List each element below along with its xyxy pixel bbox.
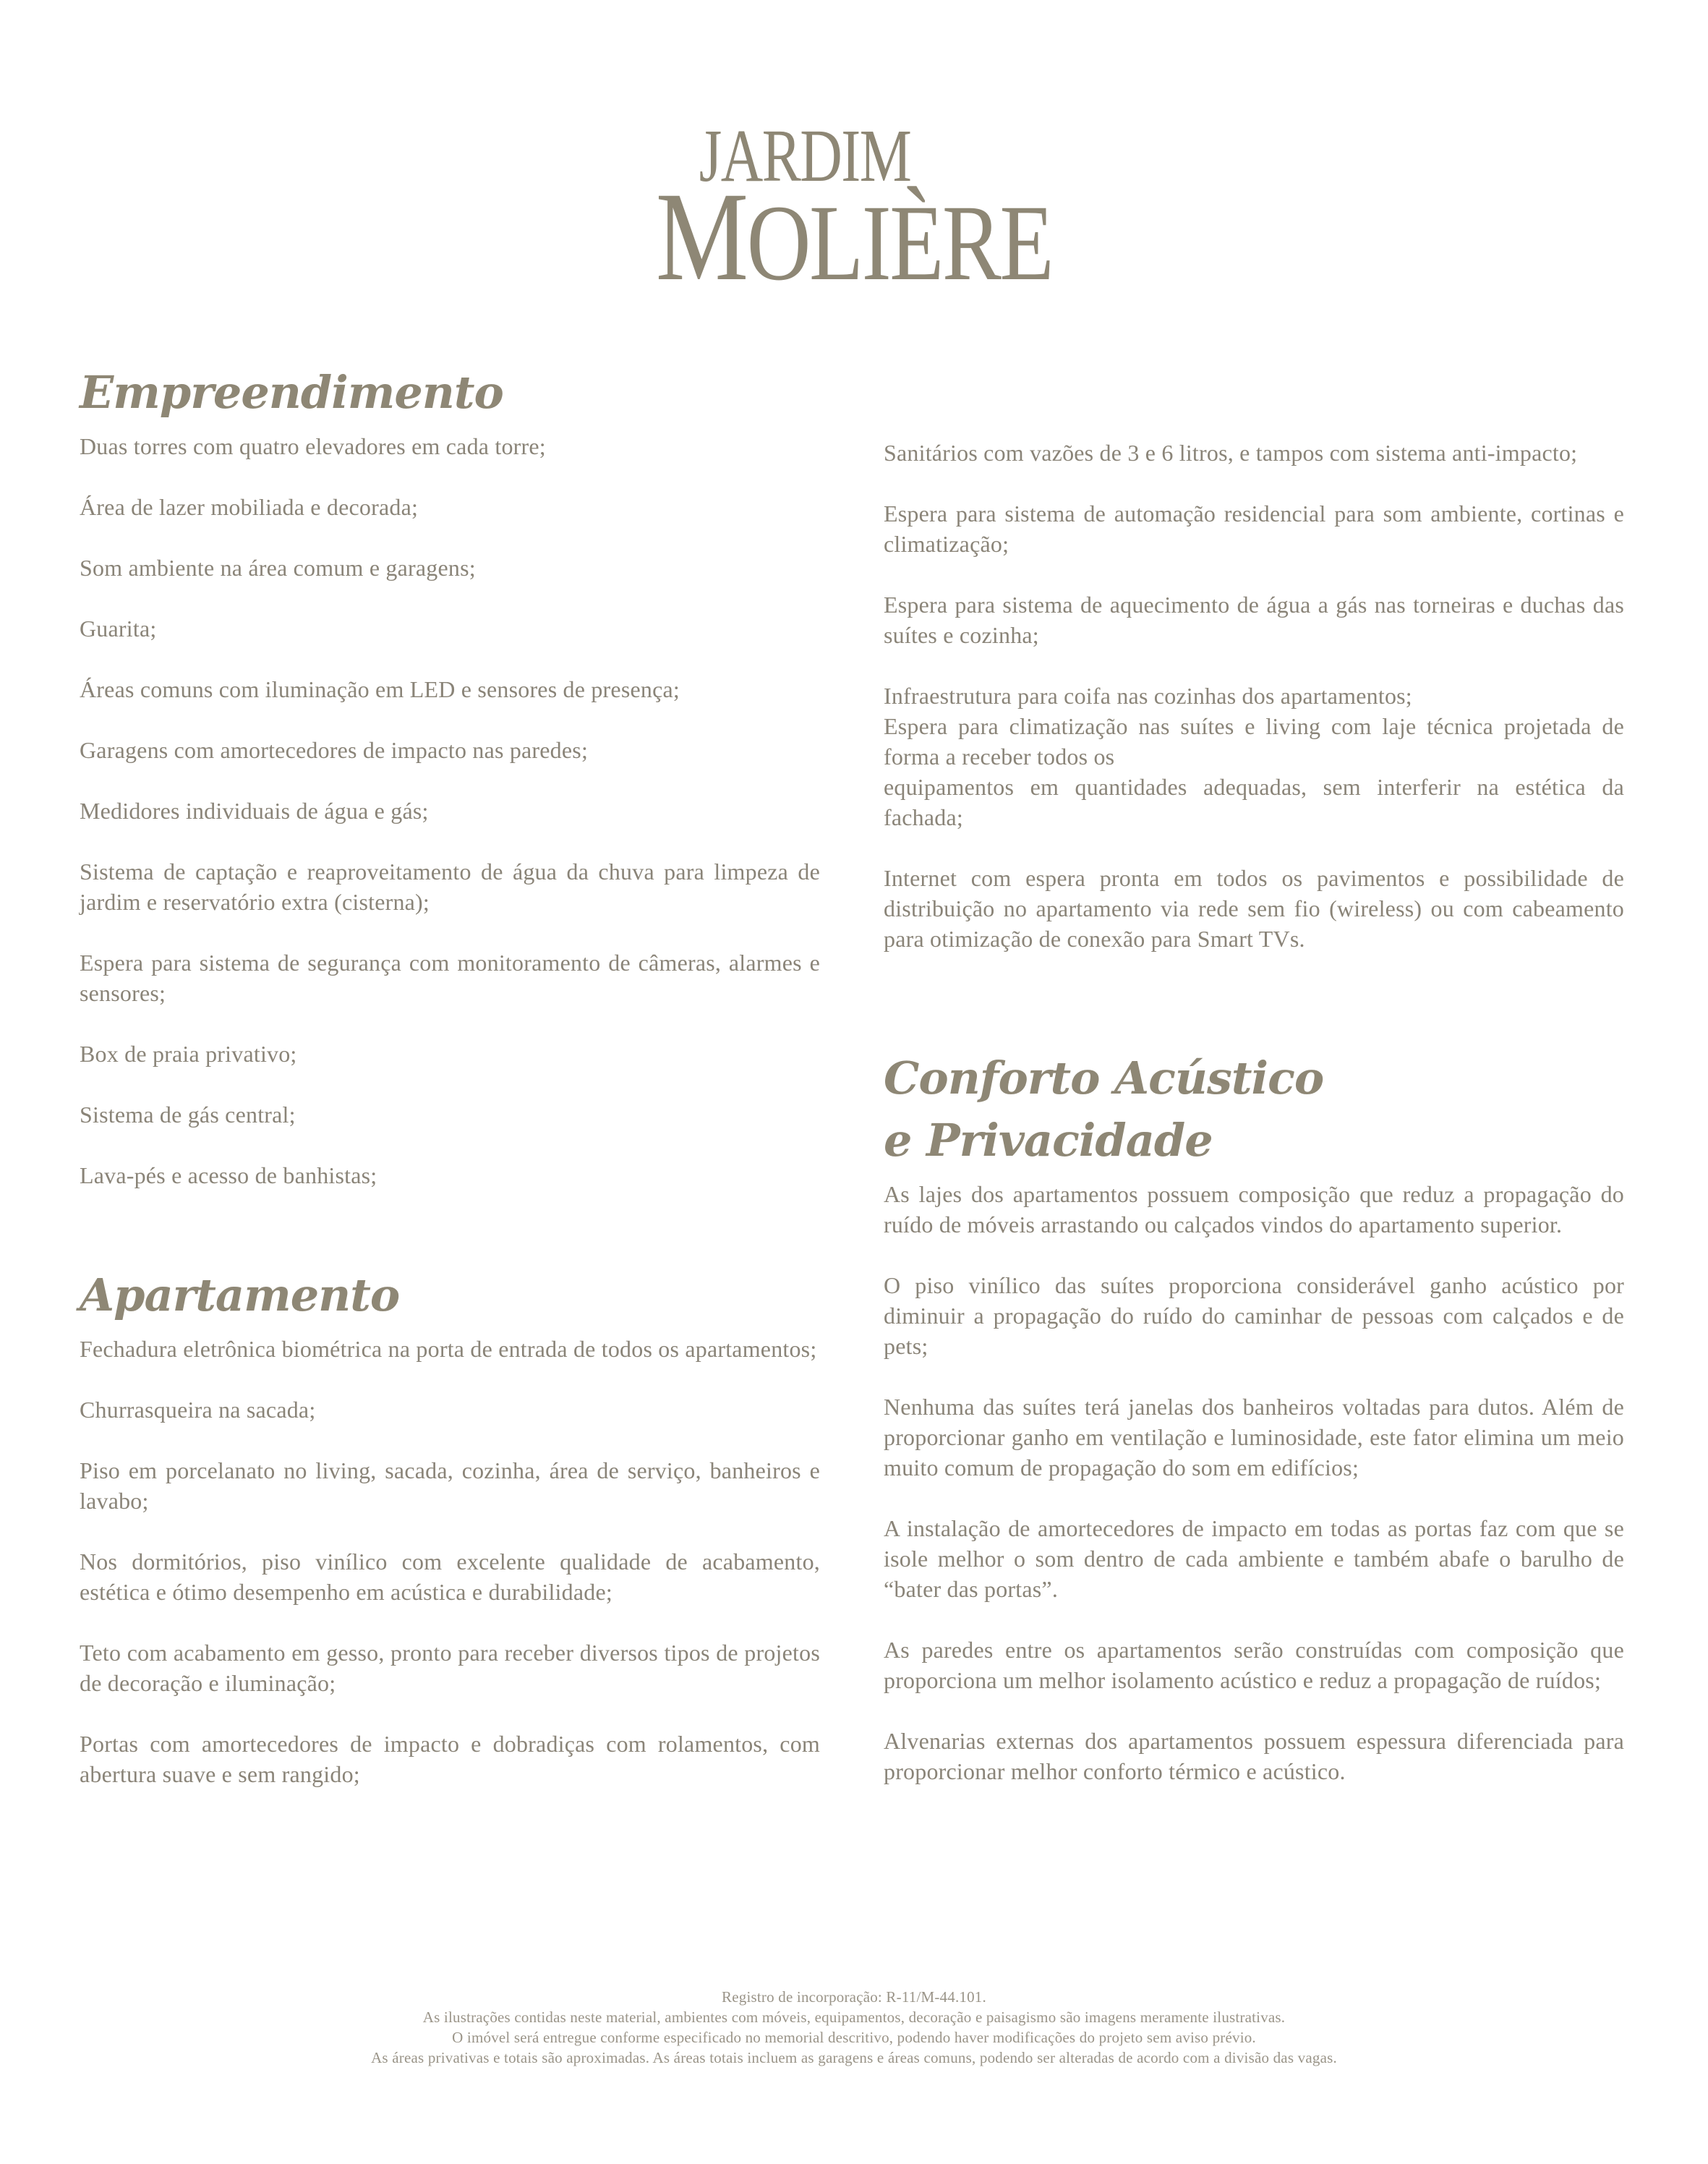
list-item: Sistema de gás central; [80, 1102, 296, 1128]
list-item: Espera para sistema de aquecimento de água a gás nas torneiras e duchas das suítes e cozinha; [884, 592, 1624, 648]
section-title-conforto-line2: e Privacidade [884, 1114, 1213, 1167]
brand-logo [0, 114, 1708, 307]
section-title-empreendimento: Empreendimento [80, 366, 503, 419]
list-item: Lava-pés e acesso de banhistas; [80, 1162, 377, 1188]
list-item: Medidores individuais de água e gás; [80, 798, 429, 824]
list-item: Espera para sistema de segurança com monitoramento de câmeras, alarmes e sensores; [80, 950, 820, 1006]
logo-line-moliere [154, 166, 1555, 307]
list-item: Internet com espera pronta em todos os pavimentos e possibilidade de distribuição no apartamento via rede sem fio (wireless) ou com cabeamento para otimização de conexão para Smart TVs. [884, 865, 1624, 952]
list-item: Nenhuma das suítes terá janelas dos banheiros voltadas para dutos. Além de proporcionar ganho em ventilação e luminosidade, este fator elimina um meio muito comum de propagação do som em edifícios; [884, 1394, 1624, 1481]
list-item: Área de lazer mobiliada e decorada; [80, 494, 419, 520]
list-item: Espera para sistema de automação residencial para som ambiente, cortinas e climatização; [884, 500, 1624, 557]
list-item: Churrasqueira na sacada; [80, 1397, 316, 1423]
section-title-apartamento: Apartamento [80, 1269, 400, 1321]
list-item: Sanitários com vazões de 3 e 6 litros, e tampos com sistema anti-impacto; [884, 440, 1578, 466]
list-item: Nos dormitórios, piso vinílico com excelente qualidade de acabamento, estética e ótimo desempenho em acústica e durabilidade; [80, 1549, 820, 1605]
list-item: A instalação de amortecedores de impacto em todas as portas faz com que se isole melhor o som dentro de cada ambiente e também abafe o barulho de “bater das portas”. [884, 1515, 1624, 1602]
list-item: Fechadura eletrônica biométrica na porta de entrada de todos os apartamentos; [80, 1336, 817, 1362]
list-item: As paredes entre os apartamentos serão construídas com composição que proporciona um melhor isolamento acústico e reduz a propagação de ruídos; [884, 1637, 1624, 1693]
section-empreendimento [80, 362, 820, 1221]
list-item: Teto com acabamento em gesso, pronto para receber diversos tipos de projetos de decoração e iluminação; [80, 1640, 820, 1696]
list-item: Espera para climatização nas suítes e living com laje técnica projetada de forma a receber todos os [884, 713, 1624, 770]
list-item: Alvenarias externas dos apartamentos possuem espessura diferenciada para proporcionar melhor conforto térmico e acústico. [884, 1728, 1624, 1784]
section-apartamento [80, 1264, 820, 1820]
legal-footer [0, 1987, 1708, 2068]
list-item: Infraestrutura para coifa nas cozinhas dos apartamentos; [884, 683, 1412, 709]
list-item: Som ambiente na área comum e garagens; [80, 555, 476, 581]
section-apartamento-continued [884, 438, 1624, 984]
footer-disclaimer-illustrations: As ilustrações contidas neste material, ambientes com móveis, equipamentos, decoração e paisagismo são imagens meramente ilustrativas. [422, 2008, 1286, 2026]
list-item: Guarita; [80, 615, 157, 642]
logo-initial: M [655, 166, 747, 307]
footer-registration: Registro de incorporação: R-11/M-44.101. [722, 1988, 986, 2006]
section-conforto-acustico [884, 1047, 1624, 1817]
list-item: As lajes dos apartamentos possuem composição que reduz a propagação do ruído de móveis arrastando ou calçados vindos do apartamento superior. [884, 1181, 1624, 1238]
logo-rest: OLIÈRE [746, 183, 1053, 303]
footer-disclaimer-delivery: O imóvel será entregue conforme especificado no memorial descritivo, podendo haver modificações do projeto sem aviso prévio. [452, 2029, 1256, 2046]
list-item: Piso em porcelanato no living, sacada, cozinha, área de serviço, banheiros e lavabo; [80, 1457, 820, 1514]
list-item: equipamentos em quantidades adequadas, sem interferir na estética da fachada; [884, 774, 1624, 830]
list-item: Portas com amortecedores de impacto e dobradiças com rolamentos, com abertura suave e sem rangido; [80, 1731, 820, 1787]
list-item: Box de praia privativo; [80, 1041, 297, 1067]
logo-line-jardim: JARDIM [699, 114, 911, 197]
section-title-conforto-line1: Conforto Acústico [884, 1052, 1324, 1104]
list-item: Duas torres com quatro elevadores em cada torre; [80, 433, 546, 459]
footer-disclaimer-areas: As áreas privativas e totais são aproximadas. As áreas totais incluem as garagens e áreas comuns, podendo ser alteradas de acordo com a divisão das vagas. [371, 2049, 1337, 2066]
list-item: Áreas comuns com iluminação em LED e sensores de presença; [80, 676, 680, 702]
list-item: Sistema de captação e reaproveitamento de água da chuva para limpeza de jardim e reservatório extra (cisterna); [80, 859, 820, 915]
list-item: Garagens com amortecedores de impacto nas paredes; [80, 737, 589, 763]
list-item: O piso vinílico das suítes proporciona considerável ganho acústico por diminuir a propagação do ruído do caminhar de pessoas com calçados e de pets; [884, 1272, 1624, 1359]
